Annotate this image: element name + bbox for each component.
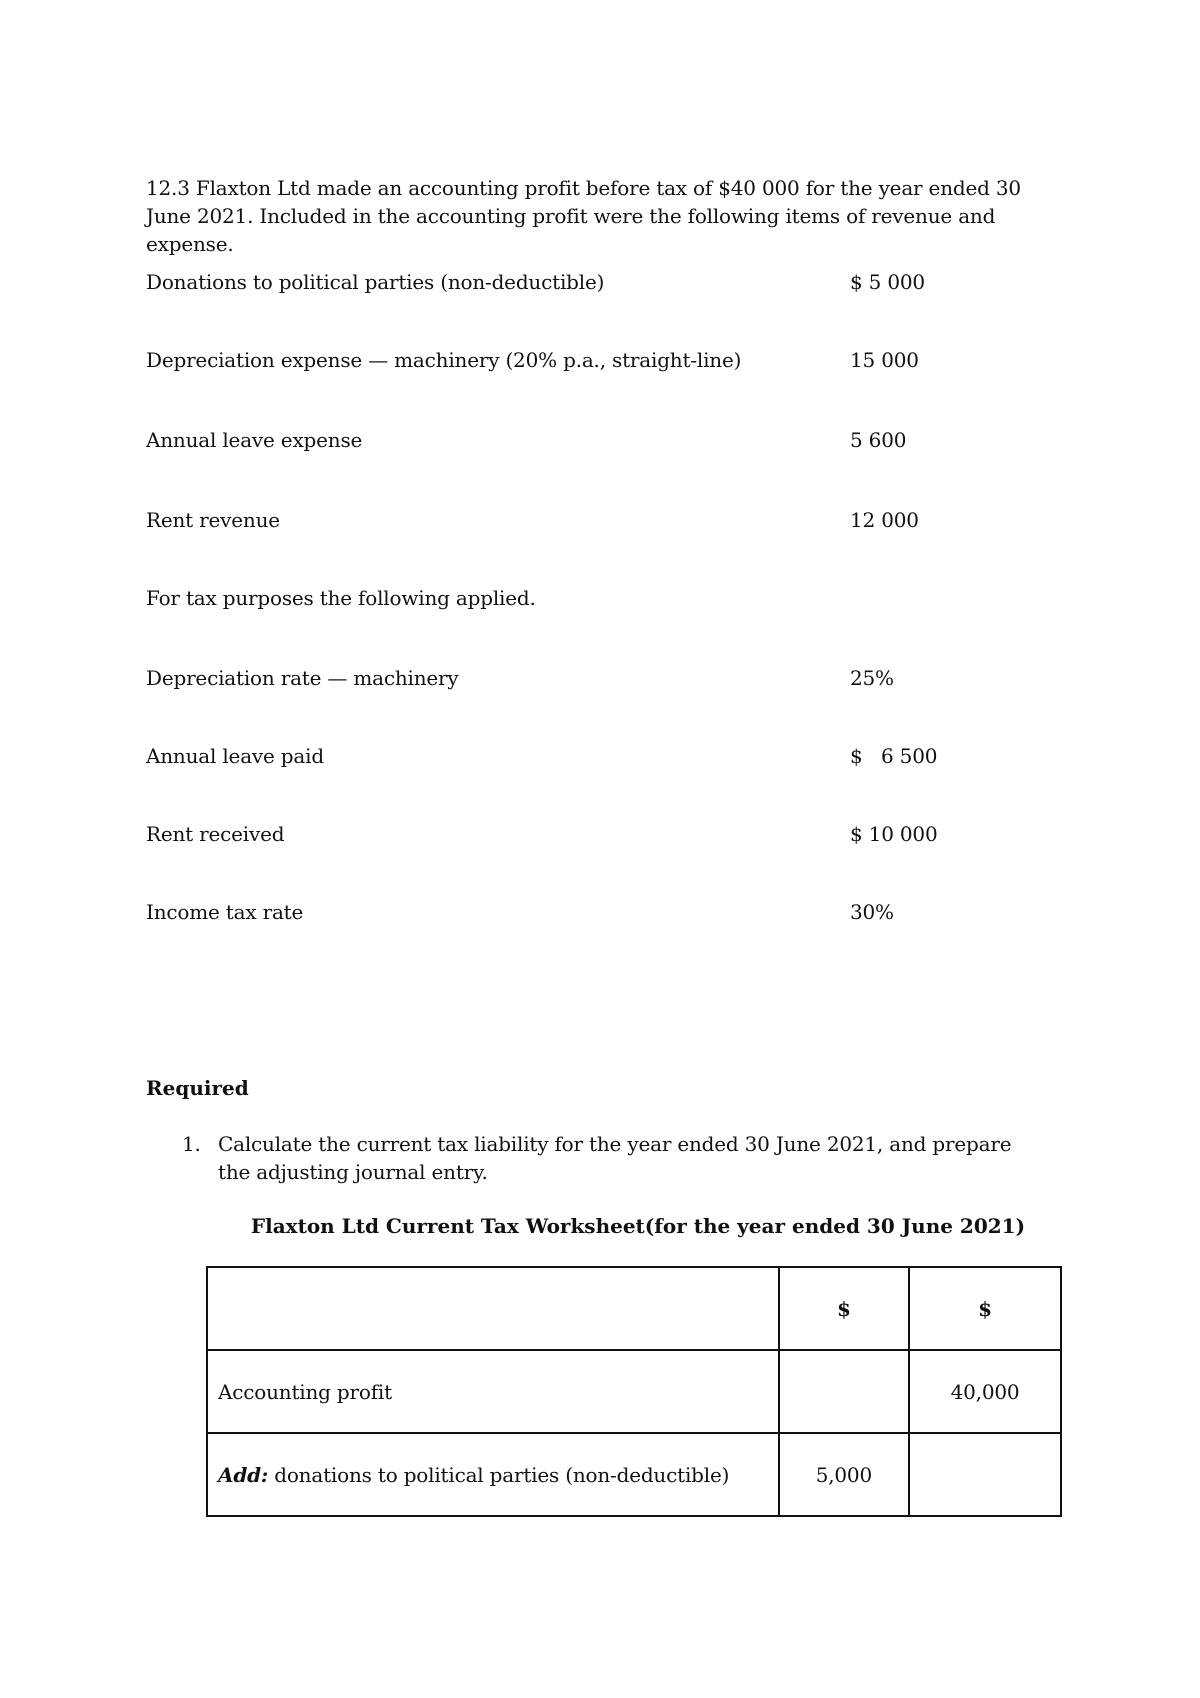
row-description-cell bbox=[207, 1350, 779, 1433]
table-row bbox=[207, 1350, 1061, 1433]
worksheet-title: Flaxton Ltd Current Tax Worksheet(for the year ended 30 June 2021) bbox=[250, 1214, 1026, 1238]
table-row bbox=[207, 1433, 1061, 1516]
item-label: Annual leave paid bbox=[146, 744, 324, 768]
row-description: donations to political parties (non-deductible) bbox=[268, 1462, 730, 1487]
item-label: Annual leave expense bbox=[146, 428, 363, 452]
item-amount: $ 5 000 bbox=[850, 270, 925, 294]
item-amount: 5 600 bbox=[850, 428, 907, 452]
list-item-text: Calculate the current tax liability for the year ended 30 June 2021, and prepare the adjusting journal entry. bbox=[218, 1132, 1012, 1184]
row-prefix: Add: bbox=[218, 1462, 269, 1487]
tax-worksheet-table bbox=[206, 1266, 1062, 1517]
table-header-row bbox=[207, 1267, 1061, 1350]
tax-heading-text: For tax purposes the following applied. bbox=[146, 586, 536, 610]
row-value-cell bbox=[909, 1433, 1061, 1516]
row-value-cell bbox=[779, 1350, 909, 1433]
row-value-cell: 40,000 bbox=[909, 1350, 1061, 1433]
required-heading: Required bbox=[146, 1076, 249, 1100]
header-cell-description bbox=[207, 1267, 779, 1350]
item-amount: $ 6 500 bbox=[850, 744, 938, 768]
item-amount: $ 10 000 bbox=[850, 822, 938, 846]
item-amount: 30% bbox=[850, 900, 894, 924]
item-label: Donations to political parties (non-deductible) bbox=[146, 270, 605, 294]
item-label: Depreciation expense — machinery (20% p.a., straight-line) bbox=[146, 348, 742, 372]
item-label: Income tax rate bbox=[146, 900, 304, 924]
item-label: Rent received bbox=[146, 822, 285, 846]
item-amount: 25% bbox=[850, 666, 894, 690]
item-label: Depreciation rate — machinery bbox=[146, 666, 459, 690]
item-amount: 12 000 bbox=[850, 508, 919, 532]
list-number: 1. bbox=[182, 1132, 201, 1156]
header-cell-dollar: $ bbox=[909, 1267, 1061, 1350]
question-intro: 12.3 Flaxton Ltd made an accounting profit before tax of $40 000 for the year ended 30 June 2021. Included in the accounting profit were the following items of revenue and expense. bbox=[146, 176, 1021, 256]
row-description: Accounting profit bbox=[218, 1379, 392, 1404]
row-description-cell bbox=[207, 1433, 779, 1516]
header-cell-dollar: $ bbox=[779, 1267, 909, 1350]
row-value-cell: 5,000 bbox=[779, 1433, 909, 1516]
item-label: Rent revenue bbox=[146, 508, 280, 532]
item-amount: 15 000 bbox=[850, 348, 919, 372]
